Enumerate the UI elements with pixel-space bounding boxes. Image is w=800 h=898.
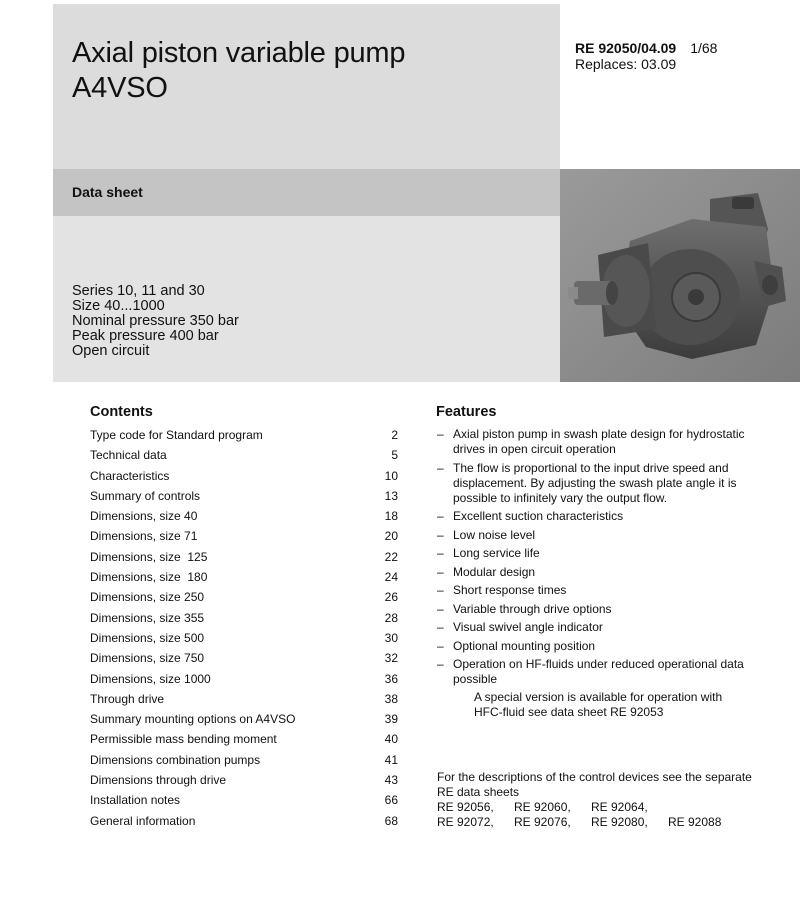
title-line-1: Axial piston variable pump [72, 37, 406, 69]
toc-label: Through drive [90, 691, 165, 706]
feature-text: Axial piston pump in swash plate design for hydrostatic drives in open circuit operation [453, 427, 745, 456]
toc-label: Installation notes [90, 793, 181, 808]
spec-nominal-pressure: Nominal pressure 350 bar [72, 313, 239, 329]
hfc-note-line-2: HFC-fluid see data sheet RE 92053 [474, 704, 664, 719]
feature-item [437, 583, 777, 598]
toc-row[interactable] [90, 589, 398, 609]
toc-row[interactable] [90, 630, 398, 650]
feature-text: Long service life [453, 546, 540, 560]
toc-page: 26 [384, 590, 398, 605]
spec-size: Size 40...1000 [72, 298, 165, 314]
feature-item [437, 509, 777, 524]
contents-heading: Contents [90, 404, 153, 420]
dash-bullet: – [437, 620, 444, 634]
feature-text: Optional mounting position [453, 638, 596, 653]
toc-row[interactable] [90, 447, 398, 467]
toc-page: 66 [384, 793, 398, 808]
dash-bullet: – [437, 638, 444, 653]
control-note-line-1: For the descriptions of the control devices see the separate [437, 770, 752, 784]
feature-item [437, 546, 777, 561]
features-heading: Features [436, 404, 497, 420]
feature-text: Operation on HF-fluids under reduced operational data possible [453, 657, 744, 686]
dash-bullet: – [437, 564, 444, 579]
dash-bullet: – [437, 427, 444, 441]
toc-row[interactable] [90, 549, 398, 569]
dash-bullet: – [437, 460, 444, 475]
toc-label: Dimensions, size 1000 [90, 671, 211, 686]
toc-page: 28 [384, 610, 398, 625]
feature-item [437, 528, 777, 543]
toc-page: 24 [384, 570, 398, 585]
spec-circuit: Open circuit [72, 343, 150, 359]
toc-page: 38 [384, 691, 398, 706]
toc-label: Dimensions, size 250 [90, 590, 205, 605]
toc-label: Characteristics [90, 468, 170, 483]
feature-text: Modular design [453, 564, 536, 579]
toc-page: 68 [384, 813, 398, 828]
toc-page: 36 [384, 671, 398, 686]
toc-label: Summary of controls [90, 488, 201, 503]
spec-list [72, 284, 239, 359]
toc-label: Dimensions combination pumps [90, 752, 261, 767]
toc-label: Summary mounting options on A4VSO [90, 712, 296, 727]
dash-bullet: – [437, 583, 444, 597]
toc-label: Technical data [90, 448, 167, 463]
toc-row[interactable] [90, 792, 398, 812]
spec-series: Series 10, 11 and 30 [72, 283, 205, 299]
dash-bullet: – [437, 527, 444, 542]
toc-label: Permissible mass bending moment [90, 732, 277, 747]
toc-page: 40 [384, 732, 398, 747]
toc-page: 30 [384, 630, 398, 645]
toc-row[interactable] [90, 427, 398, 447]
feature-item [437, 639, 777, 654]
re-sheet-ref[interactable]: RE 92072, [437, 815, 494, 829]
toc-row[interactable] [90, 813, 398, 833]
toc-label: Dimensions, size 71 [90, 529, 198, 544]
spec-peak-pressure: Peak pressure 400 bar [72, 328, 219, 344]
control-note-line-2: RE data sheets [437, 785, 520, 799]
feature-text: Variable through drive options [453, 601, 612, 616]
toc-page: 18 [384, 509, 398, 524]
toc-page: 41 [384, 752, 398, 767]
toc-label: General information [90, 813, 196, 828]
page-title [72, 36, 405, 106]
pump-photo [560, 169, 800, 382]
replaces-label: Replaces: 03.09 [575, 56, 677, 72]
toc-row[interactable] [90, 772, 398, 792]
toc-row[interactable] [90, 711, 398, 731]
toc-page: 20 [384, 529, 398, 544]
feature-text: Low noise level [453, 527, 536, 542]
toc-label: Dimensions, size 180 [90, 570, 208, 585]
doc-number: RE 92050/04.09 [575, 40, 677, 56]
toc-row[interactable] [90, 731, 398, 751]
toc-page: 39 [384, 712, 398, 727]
re-sheet-row [437, 815, 777, 830]
hfc-note [437, 690, 777, 720]
toc-label: Dimensions, size 355 [90, 610, 205, 625]
toc-row[interactable] [90, 691, 398, 711]
toc-label: Dimensions, size 40 [90, 509, 198, 524]
toc-page: 13 [384, 488, 398, 503]
re-sheet-row [437, 800, 777, 815]
toc-row[interactable] [90, 508, 398, 528]
feature-item [437, 427, 777, 457]
page-number: 1/68 [690, 40, 718, 56]
toc-label: Dimensions, size 500 [90, 630, 205, 645]
toc-page: 32 [384, 651, 398, 666]
pump-illustration [560, 169, 800, 382]
feature-text: Short response times [453, 583, 567, 597]
data-sheet-label: Data sheet [72, 184, 143, 200]
feature-item [437, 657, 777, 687]
toc-row[interactable] [90, 488, 398, 508]
hfc-note-line-1: A special version is available for operation with [474, 689, 723, 704]
toc-row[interactable] [90, 468, 398, 488]
re-sheet-ref[interactable]: RE 92080, [591, 815, 648, 829]
dash-bullet: – [437, 509, 444, 523]
re-sheet-ref[interactable]: RE 92060, [514, 800, 571, 814]
features-list [437, 427, 777, 720]
toc-row[interactable] [90, 671, 398, 691]
toc-row[interactable] [90, 610, 398, 630]
dash-bullet: – [437, 657, 444, 671]
toc-label: Dimensions, size 125 [90, 549, 208, 564]
toc-page: 22 [384, 549, 398, 564]
toc-row[interactable] [90, 528, 398, 548]
re-sheet-ref[interactable]: RE 92088 [668, 815, 722, 829]
control-devices-note [437, 770, 777, 830]
title-line-2: A4VSO [72, 72, 168, 104]
re-sheet-ref[interactable]: RE 92056, [437, 800, 494, 814]
contents-list [90, 427, 398, 833]
toc-row[interactable] [90, 752, 398, 772]
document-reference [575, 40, 717, 72]
toc-row[interactable] [90, 650, 398, 670]
feature-text: The flow is proportional to the input drive speed and displacement. By adjusting the swash plate angle it is possible to infinitely vary the output flow. [453, 460, 737, 505]
toc-page: 5 [391, 448, 398, 463]
toc-page: 10 [384, 468, 398, 483]
feature-item [437, 620, 777, 635]
dash-bullet: – [437, 546, 444, 560]
toc-label: Type code for Standard program [90, 428, 263, 442]
feature-item [437, 565, 777, 580]
re-sheet-ref[interactable]: RE 92076, [514, 815, 571, 829]
feature-item [437, 461, 777, 506]
dash-bullet: – [437, 601, 444, 616]
feature-item [437, 602, 777, 617]
toc-page: 2 [391, 428, 398, 442]
feature-text: Visual swivel angle indicator [453, 620, 603, 634]
toc-label: Dimensions through drive [90, 773, 227, 788]
toc-page: 43 [384, 773, 398, 788]
feature-text: Excellent suction characteristics [453, 509, 624, 523]
toc-label: Dimensions, size 750 [90, 651, 205, 666]
toc-row[interactable] [90, 569, 398, 589]
re-sheet-ref[interactable]: RE 92064, [591, 800, 648, 814]
